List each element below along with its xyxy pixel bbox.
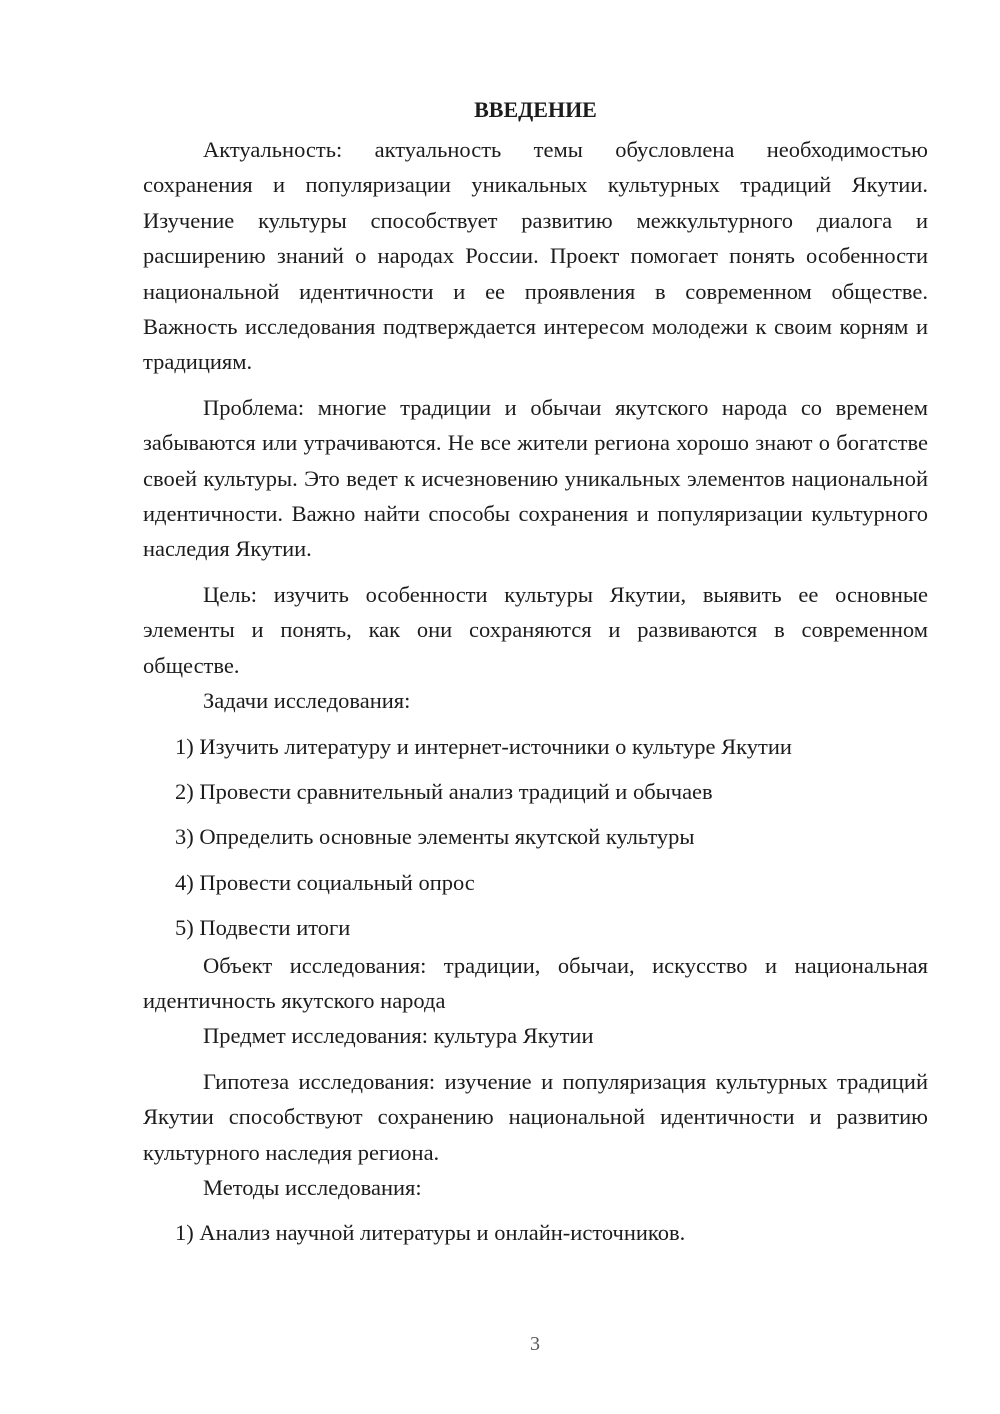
page-body [143, 95, 928, 1251]
page-number: 3 [530, 1333, 540, 1355]
problem-paragraph: Проблема: многие традиции и обычаи якутского народа со временем забываются или утрачиваются. Не все жители региона хорошо знают о богатстве своей культуры. Это ведет к исчезновению уникальных элементов национальной идентичности. Важно найти способы сохранения и популяризации культурного наследия Якутии. [143, 394, 928, 562]
list-item: 1) Изучить литературу и интернет-источники о культуре Якутии [175, 733, 792, 759]
relevance-paragraph: Актуальность: актуальность темы обусловлена необходимостью сохранения и популяризации уникальных культурных традиций Якутии. Изучение культуры способствует развитию межкультурного диалога и расширению знаний о народах России. Проект помогает понять особенности национальной идентичности и ее проявления в современном обществе. Важность исследования подтверждается интересом молодежи к своим корням и традициям. [143, 137, 928, 375]
methods-list [143, 1215, 928, 1250]
list-item: 4) Провести социальный опрос [175, 869, 475, 895]
tasks-title: Задачи исследования: [203, 688, 411, 714]
list-item: 1) Анализ научной литературы и онлайн-источников. [175, 1220, 686, 1246]
goal-paragraph: Цель: изучить особенности культуры Якутии, выявить ее основные элементы и понять, как они сохраняются и развиваются в современном обществе. [143, 581, 928, 678]
list-item: 5) Подвести итоги [175, 915, 351, 941]
hypothesis-paragraph: Гипотеза исследования: изучение и популяризация культурных традиций Якутии способствуют сохранению национальной идентичности и развитию культурного наследия региона. [143, 1068, 928, 1165]
list-item: 3) Определить основные элементы якутской культуры [175, 824, 695, 850]
object-paragraph: Объект исследования: традиции, обычаи, искусство и национальная идентичность якутского народа [143, 952, 928, 1013]
methods-title: Методы исследования: [203, 1174, 422, 1200]
subject-paragraph: Предмет исследования: культура Якутии [203, 1023, 594, 1049]
list-item: 2) Провести сравнительный анализ традиций и обычаев [175, 778, 713, 804]
section-heading: ВВЕДЕНИЕ [474, 97, 597, 122]
tasks-list [143, 729, 928, 946]
